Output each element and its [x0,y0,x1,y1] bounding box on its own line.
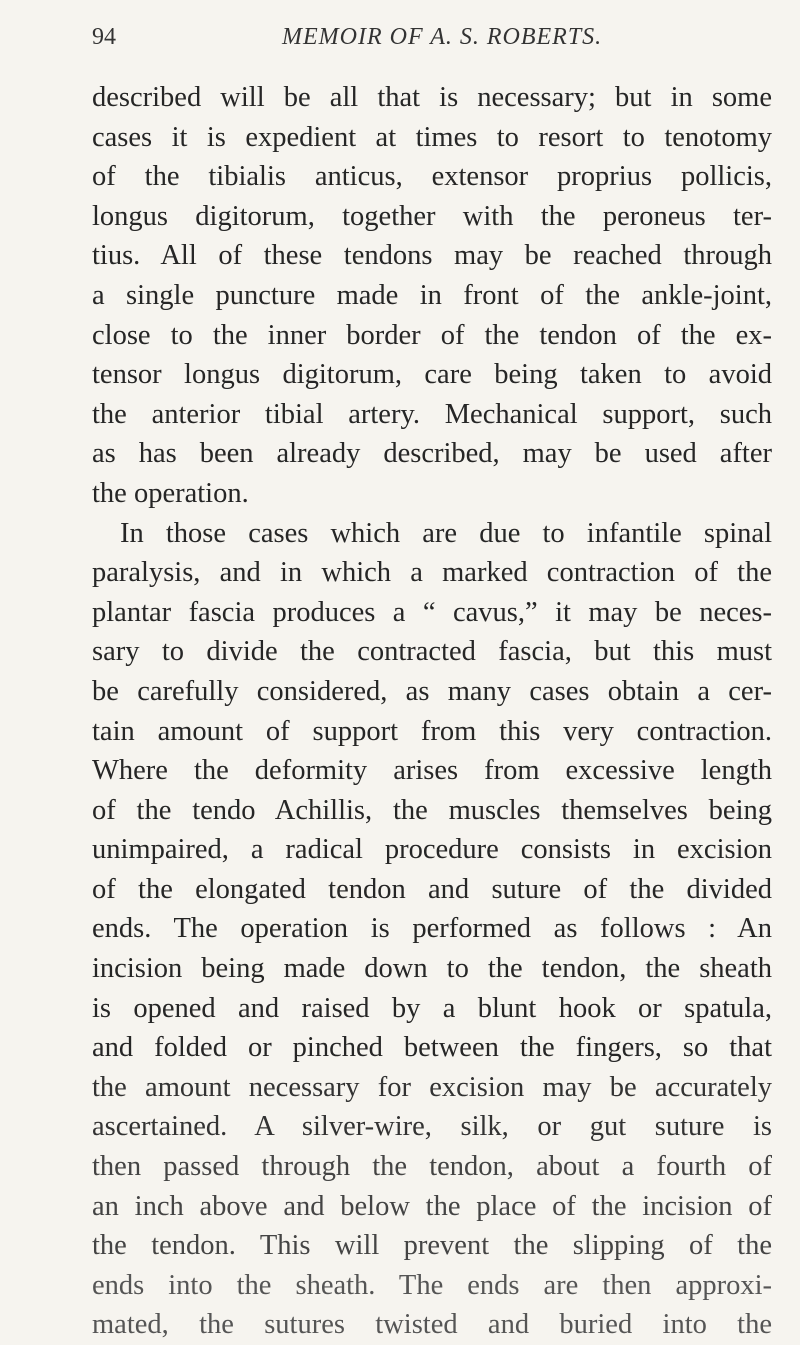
text-line: paralysis, and in which a marked contraction of the [92,557,772,589]
text-line: plantar fascia produces a “ cavus,” it may be neces- [92,596,772,628]
text-line: ends. The operation is performed as follows : An [92,913,772,945]
text-line: tensor longus digitorum, care being taken to avoid [92,359,772,391]
text-line: then passed through the tendon, about a fourth of [92,1151,772,1183]
text-line: the anterior tibial artery. Mechanical support, such [92,398,772,430]
text-line: be carefully considered, as many cases obtain a cer- [92,675,772,707]
text-line: unimpaired, a radical procedure consists in excision [92,834,772,866]
text-line: of the tendo Achillis, the muscles themselves being [92,794,772,826]
text-line: an inch above and below the place of the incision of [92,1190,772,1222]
text-line: longus digitorum, together with the peroneus ter- [92,200,772,232]
text-line: the operation. [92,477,249,509]
text-line: described will be all that is necessary; but in some [92,82,772,113]
text-line: of the elongated tendon and suture of the divided [92,873,772,905]
text-line: sary to divide the contracted fascia, but this must [92,636,772,668]
text-line: ascertained. A silver-wire, silk, or gut suture is [92,1111,772,1143]
text-line: cases it is expedient at times to resort to tenotomy [92,121,772,153]
text-line: incision being made down to the tendon, the sheath [92,953,772,985]
text-line: is opened and raised by a blunt hook or spatula, [92,992,772,1024]
running-head: MEMOIR OF A. S. ROBERTS. [282,24,603,50]
body-text [92,78,772,1345]
page-header [92,24,740,60]
text-line: as has been already described, may be used after [92,438,772,470]
text-line: of the tibialis anticus, extensor proprius pollicis, [92,161,772,193]
text-line: In those cases which are due to infantile spinal [120,517,772,549]
text-line: ends into the sheath. The ends are then approxi- [92,1269,772,1301]
text-line: tius. All of these tendons may be reached through [92,240,772,272]
text-line: the tendon. This will prevent the slipping of the [92,1230,772,1262]
text-line: tain amount of support from this very contraction. [92,715,772,747]
page-number: 94 [92,24,116,50]
text-line: close to the inner border of the tendon of the ex- [92,319,772,351]
text-line: and folded or pinched between the fingers, so that [92,1032,772,1064]
text-line: mated, the sutures twisted and buried into the [92,1309,772,1341]
text-line: the amount necessary for excision may be accurately [92,1071,772,1103]
text-line: Where the deformity arises from excessive length [92,755,772,787]
text-line: a single puncture made in front of the ankle-joint, [92,279,772,311]
